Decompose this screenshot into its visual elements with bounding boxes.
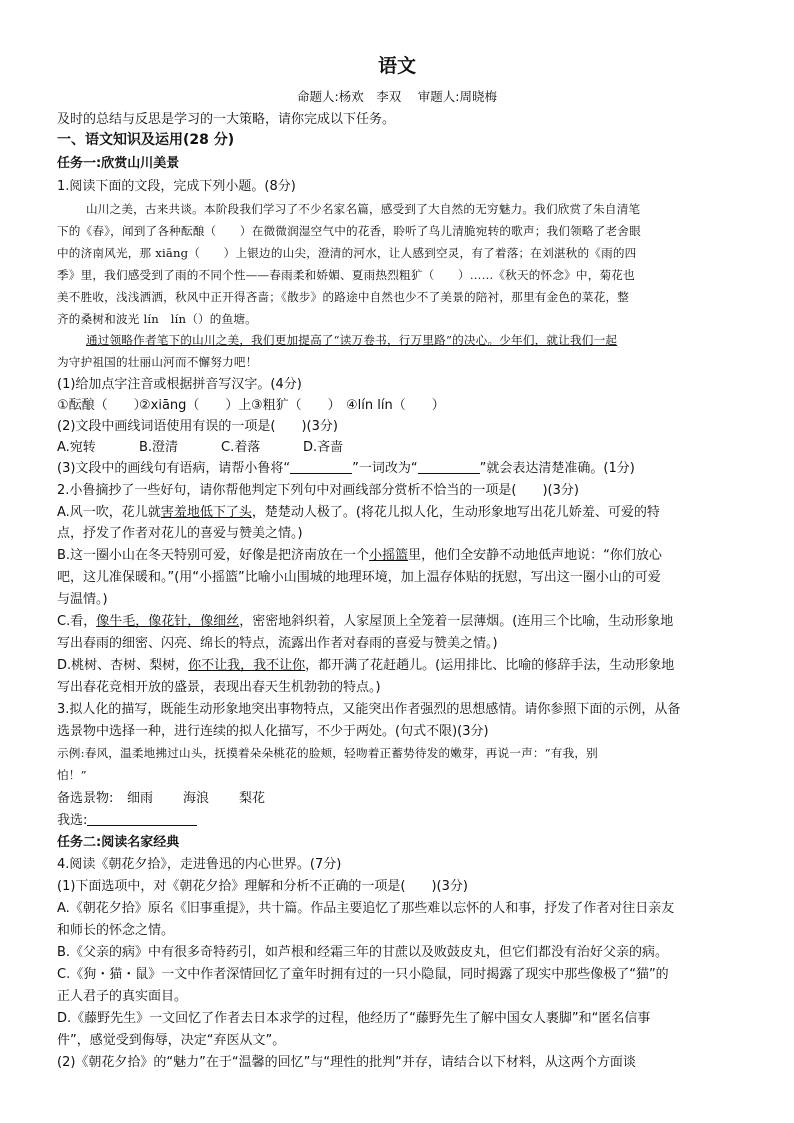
choice-item: 细雨 [127,791,154,806]
q2-option-d: D.桃树、杏树、梨树，你不让我，我不让你，都开满了花赶趟儿。(运用排比、比喻的修辞手法，生动形象地 [57,658,675,673]
q3-example: 示例:春风，温柔地拂过山头，抚摸着朵朵桃花的脸颊，轻吻着正蓄势待发的嫩芽，再说一声：“有我，别 [57,746,598,760]
q2-option-a: A.风一吹，花儿就害羞地低下了头，楚楚动人极了。(将花儿拟人化，生动形象地写出花儿娇羞、可爱的特 [57,505,660,520]
q1-stem: 1.阅读下面的文段，完成下列小题。(8分) [57,179,296,194]
q1-sub1-options [57,396,734,415]
q3-choices: 备选景物: 细雨 海浪 梨花 [57,789,734,808]
q4-option-a: A.《朝花夕拾》原名《旧事重提》，共十篇。作品主要追忆了那些难以忘怀的人和事，抒发了作者对往日亲友 [57,901,675,916]
intro-text: 及时的总结与反思是学习的一大策略，请你完成以下任务。 [57,112,396,127]
task-heading-1: 任务一:欣赏山川美景 [57,156,180,171]
q3-stem-cont: 选景物中选择一种，进行连续的拟人化描写，不少于两处。(句式不限)(3分) [57,724,489,739]
passage-line: 齐的桑树和波光 lín lín（）的鱼塘。 [57,312,257,326]
q2-option-b: B.这一圈小山在冬天特别可爱，好像是把济南放在一个小摇篮里，他们全安静不动地低声地说：“你们放心 [57,548,662,563]
q2-option-a-cont: 点，抒发了作者对花儿的喜爱与赞美之情。) [57,526,303,541]
choice-item: 梨花 [239,791,266,806]
option: D.吝啬 [303,440,344,455]
q4-option-c: C.《狗・猫・鼠》一文中作者深情回忆了童年时拥有过的一只小隐鼠，同时揭露了现实中那些像极了“猫”的 [57,967,669,982]
option: A.宛转 [57,440,96,455]
q1-sub1: (1)给加点字注音或根据拼音写汉字。(4分) [57,377,302,392]
option: ③粗犷（ ） [251,398,341,413]
q2-stem: 2.小鲁摘抄了一些好句，请你帮他判定下列句中对画线部分赏析不恰当的一项是( )(3分) [57,483,579,498]
option: ①酝酿（ ） [57,398,147,413]
q3-example-cont: 怕！” [57,768,87,782]
answer-blank[interactable] [87,812,197,826]
passage-line: 中的济南风光，那 xiāng（ ）上银边的山尖，澄清的河水，让人感到空灵，有了着落；在刘湛秋的《雨的四 [57,246,637,260]
section-heading: 一、语文知识及运用(28 分) [57,132,235,148]
option: ②xiāng（ ）上 [139,398,252,413]
choice-item: 海浪 [183,791,210,806]
q2-option-b-cont: 与温情。) [57,592,108,607]
q2-option-c-cont: 写出春雨的细密、闪亮、绵长的特点，流露出作者对春雨的喜爱与赞美之情。) [57,636,498,651]
q4-option-d-cont: 件”，感觉受到侮辱，决定“弃医从文”。 [57,1033,286,1048]
author-line: 命题人:杨欢 李双 审题人:周晓梅 [297,89,497,104]
q3-stem: 3.拟人化的描写，既能生动形象地突出事物特点，又能突出作者强烈的思想感情。请你参照下面的示例，从备 [57,702,681,717]
q4-sub2: (2)《朝花夕拾》的“魅力”在于“温馨的回忆”与“理性的批判”并存，请结合以下材料，从这两个方面谈 [57,1055,636,1070]
option: B.澄清 [139,440,179,455]
task-heading-2: 任务二:阅读名家经典 [57,835,180,850]
option: C.着落 [221,440,261,455]
q1-sub3: (3)文段中的画线句有语病，请帮小鲁将“ ”一词改为“ ”就会表达清楚准确。(1分) [57,461,635,476]
q2-option-d-cont: 写出春花竞相开放的盛景，表现出春天生机勃勃的特点。) [57,680,381,695]
passage-line: 为守护祖国的壮丽山河而不懈努力吧！ [57,355,258,369]
passage-line: 美不胜收，浅浅洒洒，秋风中正开得吝啬；《散步》的路途中自然也少不了美景的陪衬，那里有金色的菜花，整 [57,290,630,304]
q1-sub2-options [57,438,734,457]
q4-stem: 4.阅读《朝花夕拾》，走进鲁迅的内心世界。(7分) [57,857,342,872]
passage-line: 山川之美，古来共谈。本阶段我们学习了不少名家名篇，感受到了大自然的无穷魅力。我们欣赏了朱自清笔 [86,202,641,216]
passage-line: 通过领略作者笔下的山川之美，我们更加提高了“读万卷书，行万里路”的决心。少年们，就让我们一起 [86,333,618,347]
q4-option-d: D.《藤野先生》一文回忆了作者去日本求学的过程，他经历了“藤野先生了解中国女人裹脚”和“匿名信事 [57,1011,651,1026]
q4-option-a-cont: 和师长的怀念之情。 [57,923,175,938]
q2-option-c: C.看，像牛毛，像花针，像细丝，密密地斜织着，人家屋顶上全笼着一层薄烟。(连用三个比喻，生动形象地 [57,614,674,629]
passage-line: 季》里，我们感受到了雨的不同个性——春雨柔和娇媚、夏雨热烈粗犷（ ）……《秋天的怀念》中，菊花也 [57,268,635,282]
answer-blank[interactable] [418,460,480,474]
option: ④lín lín（ ） [346,398,445,413]
page-title: 语文 [377,55,416,77]
q4-sub1: (1)下面选项中，对《朝花夕拾》理解和分析不正确的一项是( )(3分) [57,879,468,894]
q1-sub2: (2)文段中画线词语使用有误的一项是( )(3分) [57,419,338,434]
q3-answer: 我选: [57,811,734,830]
q2-option-b-cont: 吧，这儿准保暖和。”(用“小摇篮”比喻小山围城的地理环境，加上温存体贴的抚慰，写出这一圈小山的可爱 [57,570,661,585]
q4-option-b: B.《父亲的病》中有很多奇特药引，如芦根和经霜三年的甘蔗以及败鼓皮丸，但它们都没有治好父亲的病。 [57,945,669,960]
answer-blank[interactable] [290,460,352,474]
passage-line: 下的《春》，闻到了各种酝酿（ ）在微微润湿空气中的花香，聆听了鸟儿清脆宛转的歌声；我们领略了老舍眼 [57,224,641,238]
q4-option-c-cont: 正人君子的真实面目。 [57,989,188,1004]
